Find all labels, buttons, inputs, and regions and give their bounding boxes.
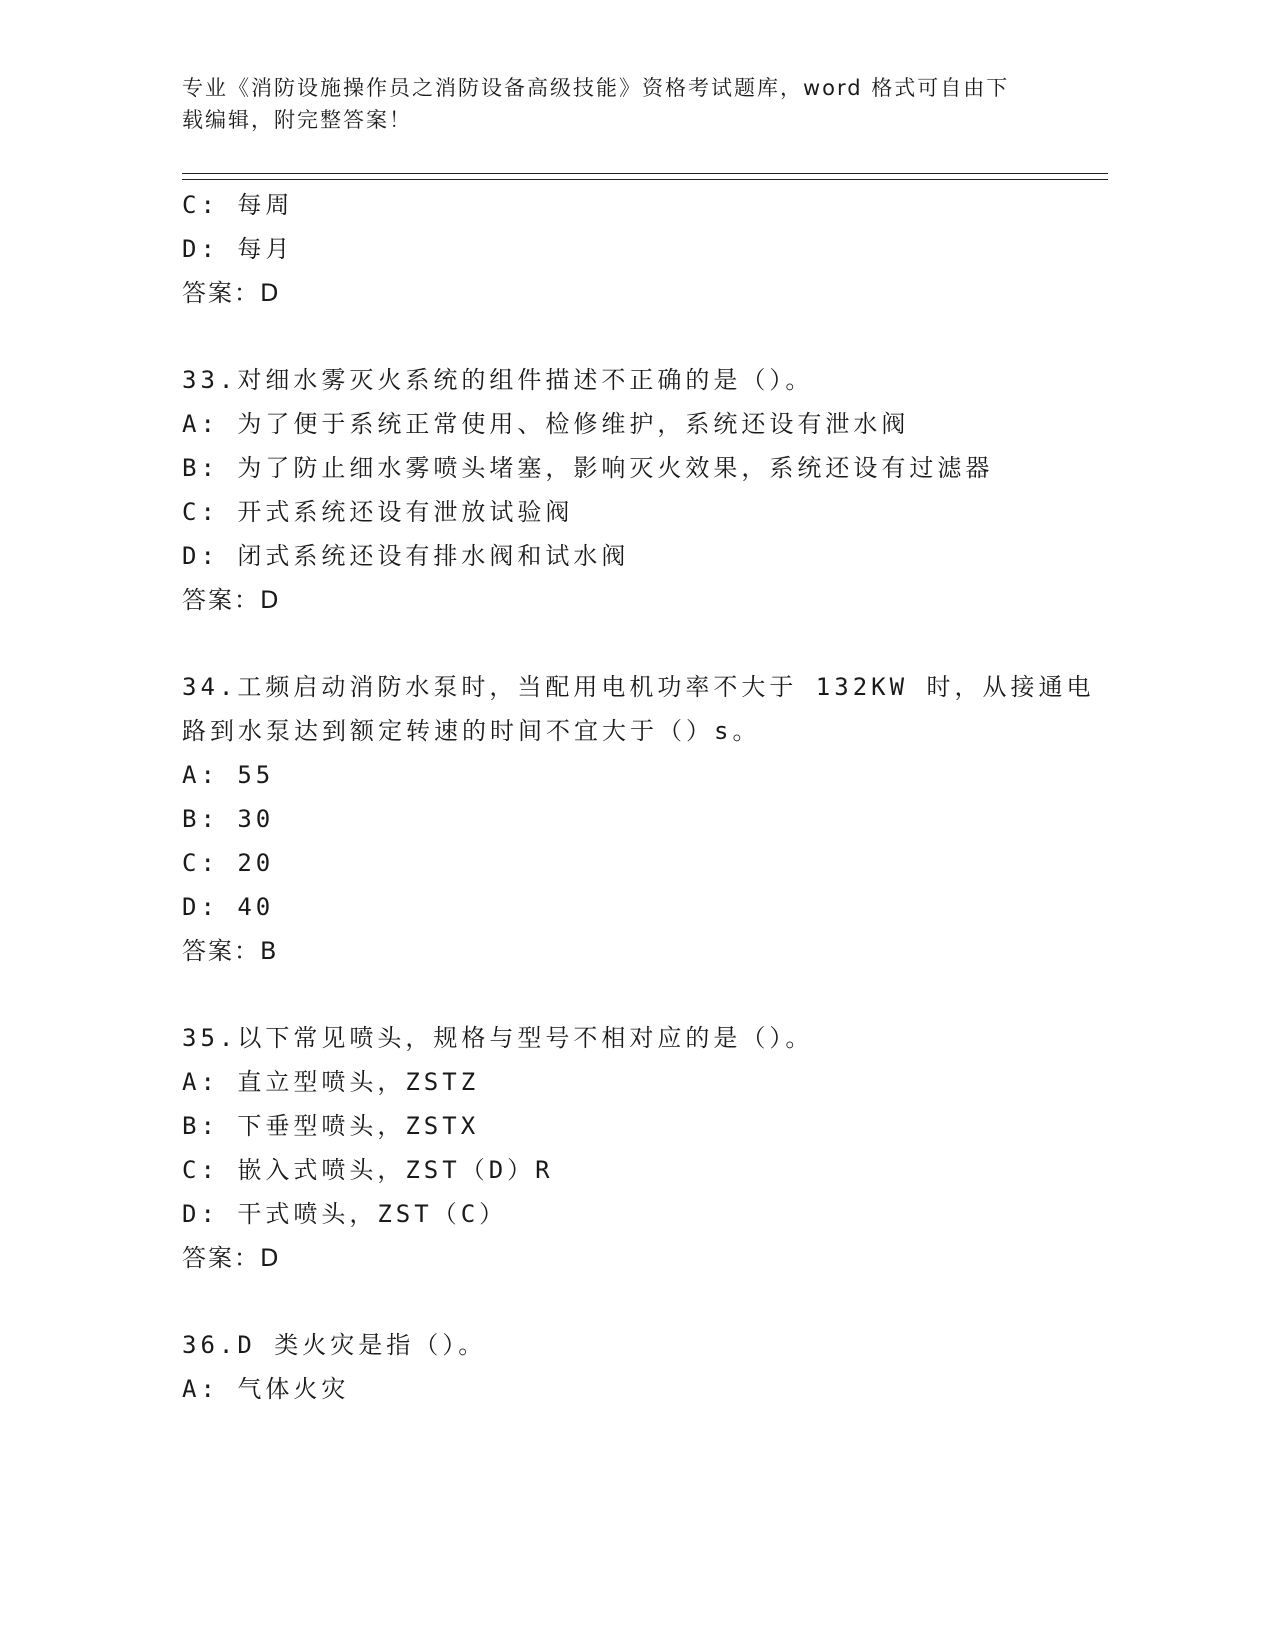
header-line-1: 专业《消防设施操作员之消防设备高级技能》资格考试题库，word 格式可自由下 — [182, 76, 1010, 100]
question-stem-line-1: 34.工频启动消防水泵时，当配用电机功率不大于 132KW 时，从接通电 — [182, 673, 1095, 701]
option-b: B: 下垂型喷头，ZSTX — [182, 1112, 480, 1140]
option-b: B: 为了防止细水雾喷头堵塞，影响灭火效果，系统还设有过滤器 — [182, 454, 994, 482]
option-a: A: 气体火灾 — [182, 1375, 350, 1403]
option-d: D: 闭式系统还设有排水阀和试水阀 — [182, 542, 630, 570]
option-d: D: 干式喷头，ZST（C） — [182, 1200, 508, 1228]
option-c: C: 嵌入式喷头，ZST（D）R — [182, 1156, 554, 1184]
option-a: A: 为了便于系统正常使用、检修维护，系统还设有泄水阀 — [182, 410, 910, 438]
question-32-tail — [182, 183, 1082, 315]
answer: 答案：D — [182, 279, 281, 307]
header-line-2: 载编辑，附完整答案！ — [182, 108, 412, 132]
option-c: C: 开式系统还设有泄放试验阀 — [182, 498, 574, 526]
question-34 — [182, 665, 1095, 973]
option-a: A: 55 — [182, 761, 275, 789]
answer: 答案：D — [182, 1244, 281, 1272]
option-b: B: 30 — [182, 805, 275, 833]
question-stem: 33.对细水雾灭火系统的组件描述不正确的是（）。 — [182, 366, 814, 394]
option-c: C: 每周 — [182, 191, 294, 219]
option-a: A: 直立型喷头，ZSTZ — [182, 1068, 480, 1096]
question-33 — [182, 358, 1082, 622]
question-stem: 35.以下常见喷头，规格与型号不相对应的是（）。 — [182, 1024, 814, 1052]
option-d: D: 40 — [182, 893, 275, 921]
document-header — [182, 72, 1062, 136]
answer: 答案：B — [182, 937, 279, 965]
question-stem: 36.D 类火灾是指（）。 — [182, 1331, 487, 1359]
option-c: C: 20 — [182, 849, 275, 877]
answer: 答案：D — [182, 586, 281, 614]
header-divider-bottom — [182, 179, 1108, 180]
question-36 — [182, 1323, 1082, 1411]
question-stem-line-2: 路到水泵达到额定转速的时间不宜大于（）s。 — [182, 717, 761, 745]
header-divider-top — [182, 173, 1108, 174]
question-list — [182, 183, 1095, 1411]
option-d: D: 每月 — [182, 235, 294, 263]
question-35 — [182, 1016, 1082, 1280]
